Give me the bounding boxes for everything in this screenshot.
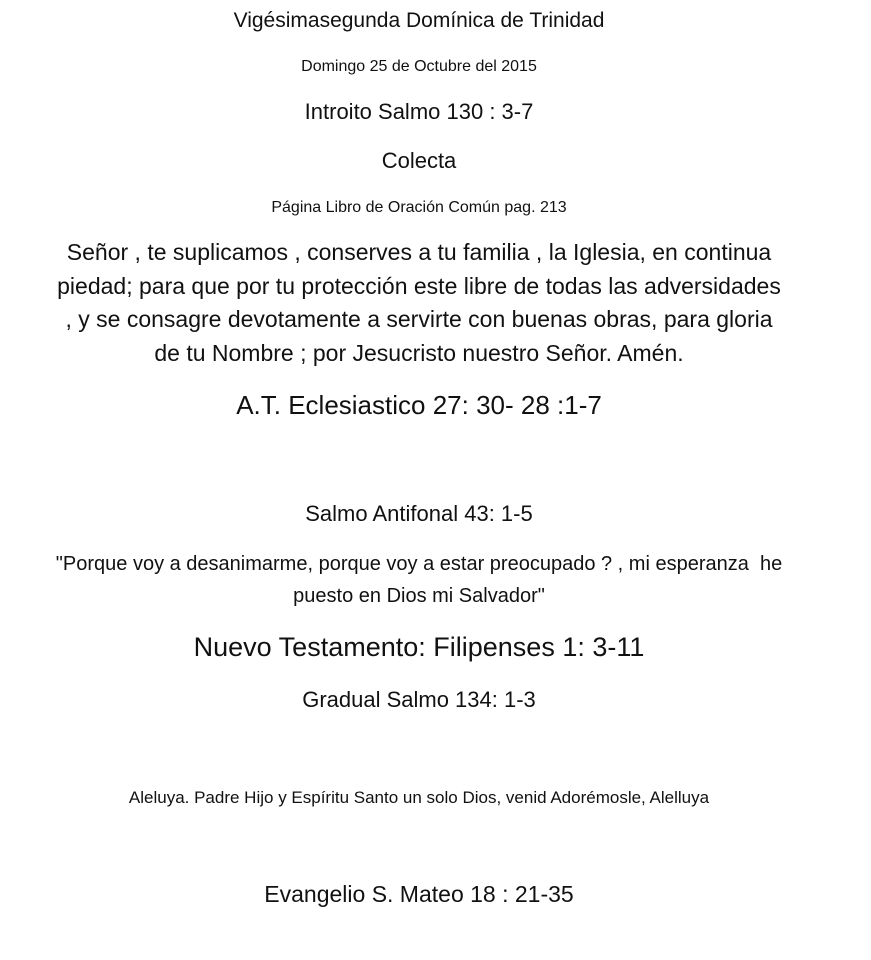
- antiphon-quote: [0, 548, 838, 612]
- old-testament-reading: A.T. Eclesiastico 27: 30- 28 :1-7: [236, 390, 602, 420]
- gradual-reading: Gradual Salmo 134: 1-3: [302, 687, 536, 712]
- antiphonal-psalm-reading: Salmo Antifonal 43: 1-5: [305, 501, 533, 526]
- page-title: Vigésimasegunda Domínica de Trinidad: [233, 9, 605, 32]
- service-date: Domingo 25 de Octubre del 2015: [301, 58, 537, 75]
- collect-line: Señor , te suplicamos , conserves a tu familia , la Iglesia, en continua: [66, 239, 772, 265]
- antiphon-line: puesto en Dios mi Salvador": [293, 585, 545, 607]
- gospel-reading: Evangelio S. Mateo 18 : 21-35: [264, 881, 574, 907]
- collect-heading: Colecta: [381, 148, 457, 173]
- collect-line: , y se consagre devotamente a servirte con buenas obras, para gloria: [65, 306, 773, 332]
- collect-line: piedad; para que por tu protección este libre de todas las adversidades: [57, 272, 781, 299]
- antiphon-line: "Porque voy a desanimarme, porque voy a estar preocupado ? , mi esperanza he: [55, 553, 783, 575]
- introit-reading: Introito Salmo 130 : 3-7: [304, 99, 534, 124]
- collect-prayer: [0, 236, 838, 370]
- alleluia-verse: Aleluya. Padre Hijo y Espíritu Santo un solo Dios, venid Adorémosle, Alelluya: [128, 788, 710, 807]
- new-testament-reading: Nuevo Testamento: Filipenses 1: 3-11: [193, 632, 645, 662]
- prayer-book-reference: Página Libro de Oración Común pag. 213: [271, 199, 567, 216]
- collect-line: de tu Nombre ; por Jesucristo nuestro Señor. Amén.: [154, 339, 684, 366]
